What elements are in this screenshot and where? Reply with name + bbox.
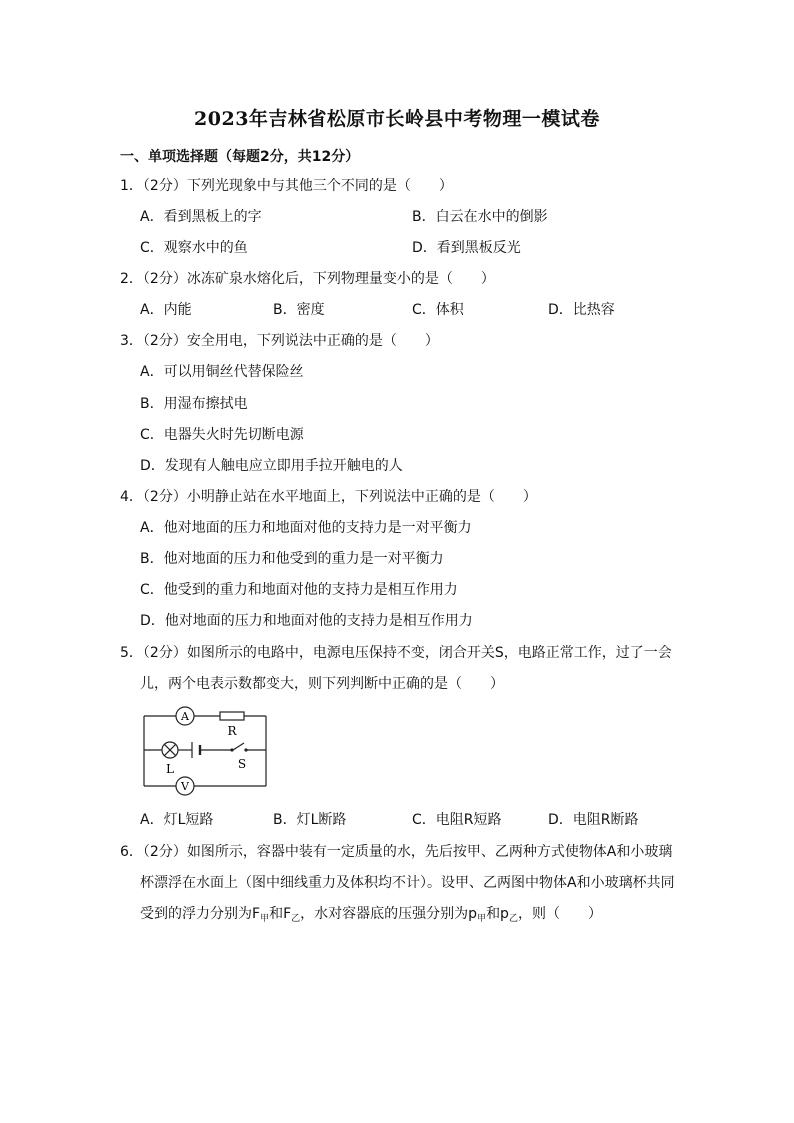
question-4-option-d[interactable]: D．他对地面的压力和地面对他的支持力是相互作用力: [140, 613, 473, 629]
question-5-option-b[interactable]: B．灯L断路: [273, 812, 347, 828]
exam-title: 2023年吉林省松原市长岭县中考物理一模试卷: [194, 108, 600, 130]
q6-text-b: 和F: [269, 906, 292, 922]
question-5-stem-continued: 儿，两个电表示数都变大，则下列判断中正确的是（ ）: [140, 676, 504, 692]
question-2-option-a[interactable]: A．内能: [140, 302, 192, 318]
question-5-option-d[interactable]: D．电阻R断路: [548, 812, 639, 828]
question-4-stem: 4．（2分）小明静止站在水平地面上，下列说法中正确的是（ ）: [120, 489, 537, 505]
question-5-stem: 5．（2分）如图所示的电路中，电源电压保持不变，闭合开关S，电路正常工作，过了一会: [120, 645, 672, 661]
q6-subscript-yi-2: 乙: [508, 914, 518, 924]
resistor-label: R: [227, 724, 237, 738]
question-6-stem-continued-2: [140, 905, 602, 928]
question-2-option-b[interactable]: B．密度: [273, 302, 325, 318]
q6-text-d: 和p: [486, 906, 509, 922]
question-3-stem: 3．（2分）安全用电，下列说法中正确的是（ ）: [120, 333, 439, 349]
section-heading: 一、单项选择题（每题2分，共12分）: [120, 149, 360, 165]
question-1-option-b[interactable]: B．白云在水中的倒影: [412, 209, 548, 225]
voltmeter-label: V: [181, 780, 189, 793]
lamp-label: L: [166, 762, 174, 776]
question-3-option-a[interactable]: A．可以用铜丝代替保险丝: [140, 364, 304, 380]
question-2-option-d[interactable]: D．比热容: [548, 302, 615, 318]
question-4-option-c[interactable]: C．他受到的重力和地面对他的支持力是相互作用力: [140, 582, 458, 598]
question-2-stem: 2．（2分）冰冻矿泉水熔化后，下列物理量变小的是（ ）: [120, 271, 495, 287]
q6-subscript-jia-2: 甲: [477, 914, 487, 924]
question-4-option-b[interactable]: B．他对地面的压力和他受到的重力是一对平衡力: [140, 551, 444, 567]
q6-text-e: ，则（ ）: [517, 906, 602, 922]
question-1-option-d[interactable]: D．看到黑板反光: [412, 240, 521, 256]
switch-icon: [233, 743, 244, 750]
switch-label: S: [237, 757, 247, 771]
q6-text-c: ，水对容器底的压强分别为p: [300, 906, 478, 922]
ammeter-label: A: [181, 710, 189, 723]
resistor-icon: [220, 712, 244, 720]
question-3-option-d[interactable]: D．发现有人触电应立即用手拉开触电的人: [140, 458, 403, 474]
q6-text-a: 受到的浮力分别为F: [140, 906, 261, 922]
question-6-stem-continued: 杯漂浮在水面上（图中细线重力及体积均不计）。设甲、乙两图中物体A和小玻璃杯共同: [140, 875, 675, 891]
question-5-option-c[interactable]: C．电阻R短路: [412, 812, 502, 828]
question-4-option-a[interactable]: A．他对地面的压力和地面对他的支持力是一对平衡力: [140, 520, 472, 536]
question-3-option-b[interactable]: B．用湿布擦拭电: [140, 396, 248, 412]
q6-subscript-yi: 乙: [291, 914, 301, 924]
q6-subscript-jia: 甲: [260, 914, 270, 924]
question-1-stem: 1．（2分）下列光现象中与其他三个不同的是（ ）: [120, 178, 453, 194]
question-3-option-c[interactable]: C．电器失火时先切断电源: [140, 427, 304, 443]
question-6-stem: 6．（2分）如图所示，容器中装有一定质量的水，先后按甲、乙两种方式使物体A和小玻璃: [120, 844, 673, 860]
question-1-option-c[interactable]: C．观察水中的鱼: [140, 240, 248, 256]
question-1-option-a[interactable]: A．看到黑板上的字: [140, 209, 262, 225]
question-2-option-c[interactable]: C．体积: [412, 302, 464, 318]
question-5-option-a[interactable]: A．灯L短路: [140, 812, 214, 828]
circuit-diagram: [140, 700, 275, 800]
